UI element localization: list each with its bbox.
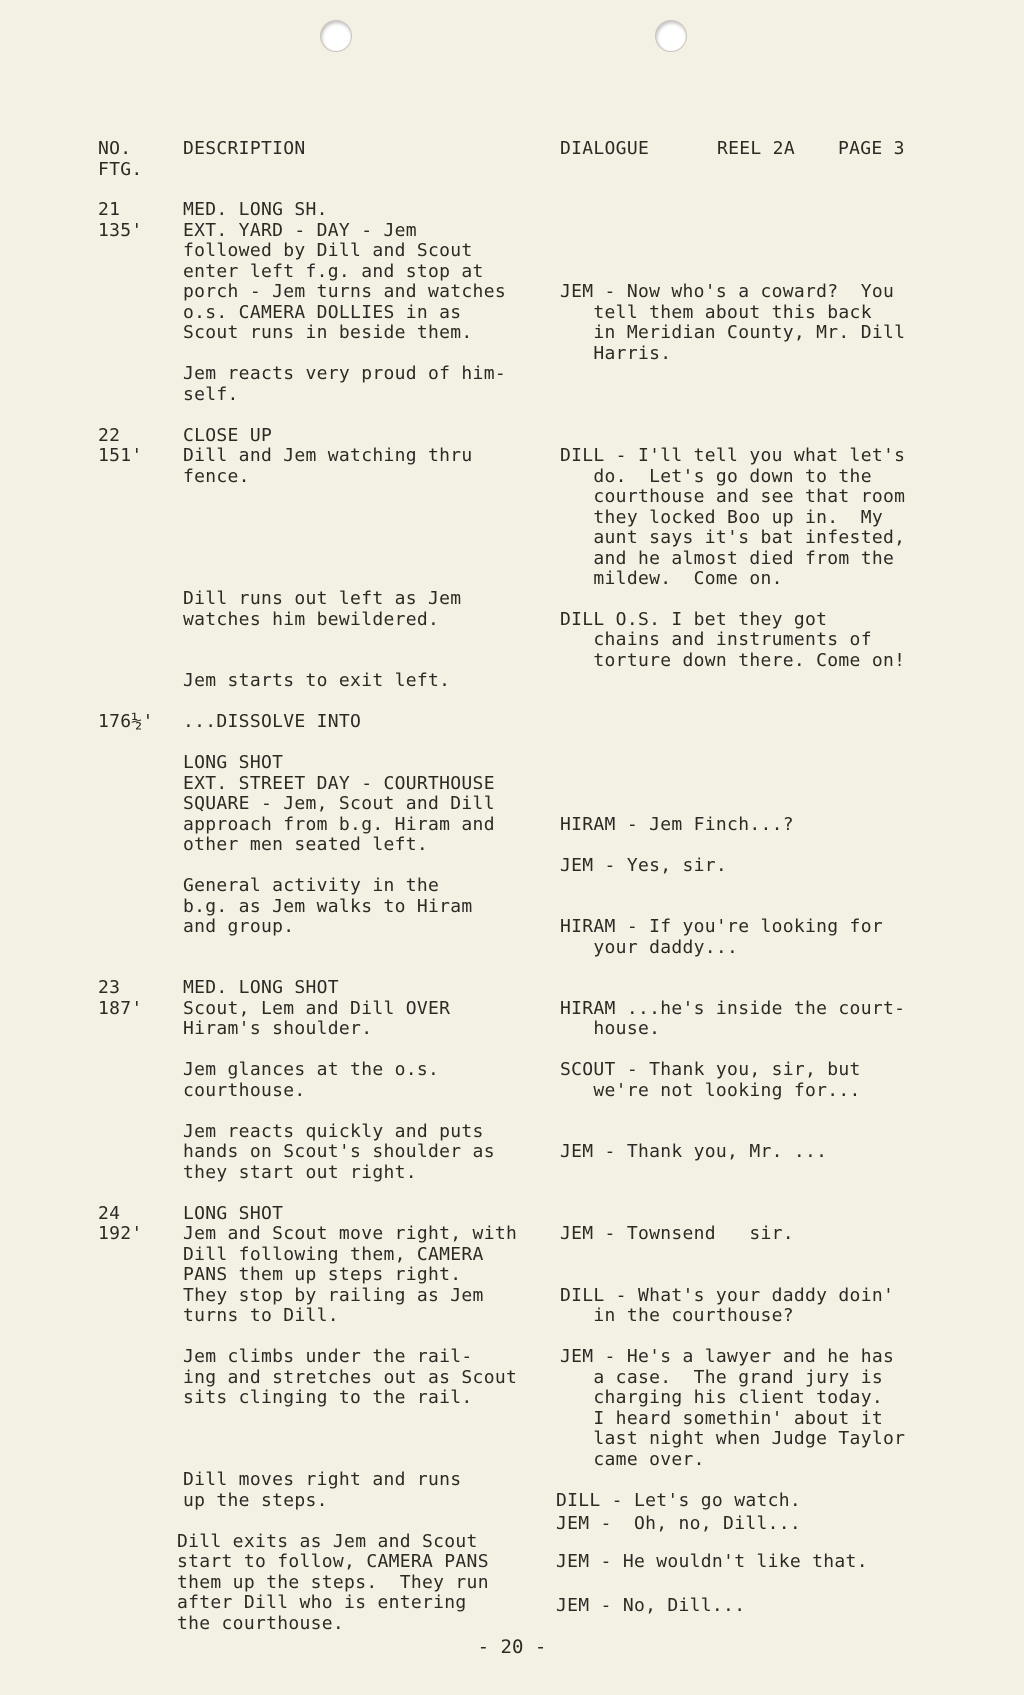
description-line: approach from b.g. Hiram and (183, 814, 495, 835)
dialogue-line: DILL - Let's go watch. (556, 1490, 802, 1511)
description-line: watches him bewildered. (183, 609, 440, 630)
description-line: enter left f.g. and stop at (183, 261, 484, 282)
description-line: porch - Jem turns and watches (183, 281, 506, 302)
description-line: Scout runs in beside them. (183, 322, 473, 343)
description-line: They stop by railing as Jem (183, 1285, 484, 1306)
dialogue-line: tell them about this back (560, 302, 872, 323)
description-line: self. (183, 384, 239, 405)
scene-number: 21 (98, 199, 121, 220)
dialogue-line: do. Let's go down to the (560, 466, 872, 487)
scene-number: 23 (98, 977, 121, 998)
description-line: Hiram's shoulder. (183, 1018, 373, 1039)
dialogue-line: JEM - Townsend sir. (560, 1223, 794, 1244)
dialogue-line: JEM - He wouldn't like that. (556, 1551, 868, 1572)
description-line: Jem reacts quickly and puts (183, 1121, 484, 1142)
description-line: EXT. STREET DAY - COURTHOUSE (183, 773, 495, 794)
description-line: PANS them up steps right. (183, 1264, 462, 1285)
scene-footage: 151' (98, 445, 143, 466)
description-line: Jem reacts very proud of him- (183, 363, 506, 384)
header-page: PAGE 3 (838, 138, 905, 159)
description-line: fence. (183, 466, 250, 487)
description-line: hands on Scout's shoulder as (183, 1141, 495, 1162)
description-line: LONG SHOT (183, 1203, 284, 1224)
description-line: up the steps. (183, 1490, 328, 1511)
dialogue-line: HIRAM - Jem Finch...? (560, 814, 794, 835)
description-line: Dill exits as Jem and Scout (177, 1531, 478, 1552)
description-line: ...DISSOLVE INTO (183, 711, 362, 732)
description-line: General activity in the (183, 875, 440, 896)
description-line: Jem and Scout move right, with (183, 1223, 518, 1244)
description-line: Dill moves right and runs (183, 1469, 462, 1490)
dialogue-line: DILL O.S. I bet they got (560, 609, 828, 630)
header-ftg: FTG. (98, 159, 143, 180)
description-line: CLOSE UP (183, 425, 273, 446)
description-line: o.s. CAMERA DOLLIES in as (183, 302, 462, 323)
description-line: turns to Dill. (183, 1305, 339, 1326)
punch-hole-right (655, 20, 687, 52)
description-line: MED. LONG SHOT (183, 977, 339, 998)
description-line: Dill following them, CAMERA (183, 1244, 484, 1265)
description-line: other men seated left. (183, 834, 429, 855)
header-dialogue: DIALOGUE (560, 138, 650, 159)
header-reel: REEL 2A (717, 138, 795, 159)
dialogue-line: JEM - Now who's a coward? You (560, 281, 895, 302)
page-number: - 20 - (477, 1636, 547, 1658)
dialogue-line: SCOUT - Thank you, sir, but (560, 1059, 861, 1080)
dialogue-line: they locked Boo up in. My (560, 507, 883, 528)
scene-number: 24 (98, 1203, 121, 1224)
dialogue-line: DILL - I'll tell you what let's (560, 445, 906, 466)
description-line: Dill and Jem watching thru (183, 445, 473, 466)
dialogue-line: your daddy... (560, 937, 739, 958)
description-line: MED. LONG SH. (183, 199, 328, 220)
dialogue-line: HIRAM ...he's inside the court- (560, 998, 906, 1019)
dialogue-line: DILL - What's your daddy doin' (560, 1285, 895, 1306)
description-line: after Dill who is entering (177, 1592, 467, 1613)
description-line: SQUARE - Jem, Scout and Dill (183, 793, 495, 814)
dialogue-line: charging his client today. (560, 1387, 883, 1408)
description-line: Jem glances at the o.s. (183, 1059, 440, 1080)
dialogue-line: torture down there. Come on! (560, 650, 906, 671)
description-line: they start out right. (183, 1162, 417, 1183)
dialogue-line: JEM - He's a lawyer and he has (560, 1346, 895, 1367)
scene-number: 22 (98, 425, 121, 446)
punch-hole-left (320, 20, 352, 52)
scene-footage: 176½' (98, 711, 154, 732)
header-no: NO. (98, 138, 132, 159)
description-line: start to follow, CAMERA PANS (177, 1551, 489, 1572)
dialogue-line: I heard somethin' about it (560, 1408, 883, 1429)
dialogue-line: JEM - Oh, no, Dill... (556, 1513, 802, 1534)
description-line: Jem climbs under the rail- (183, 1346, 473, 1367)
description-line: LONG SHOT (183, 752, 284, 773)
dialogue-line: JEM - Yes, sir. (560, 855, 728, 876)
description-line: the courthouse. (177, 1613, 345, 1634)
description-line: and group. (183, 916, 295, 937)
description-line: b.g. as Jem walks to Hiram (183, 896, 473, 917)
dialogue-line: courthouse and see that room (560, 486, 906, 507)
description-line: sits clinging to the rail. (183, 1387, 473, 1408)
dialogue-line: Harris. (560, 343, 672, 364)
dialogue-line: and he almost died from the (560, 548, 895, 569)
scene-footage: 187' (98, 998, 143, 1019)
description-line: Dill runs out left as Jem (183, 588, 462, 609)
description-line: ing and stretches out as Scout (183, 1367, 518, 1388)
dialogue-line: last night when Judge Taylor (560, 1428, 906, 1449)
dialogue-line: came over. (560, 1449, 705, 1470)
description-line: courthouse. (183, 1080, 306, 1101)
dialogue-line: JEM - No, Dill... (556, 1595, 746, 1616)
dialogue-line: in the courthouse? (560, 1305, 794, 1326)
description-line: followed by Dill and Scout (183, 240, 473, 261)
scene-footage: 192' (98, 1223, 143, 1244)
description-line: EXT. YARD - DAY - Jem (183, 220, 417, 241)
dialogue-line: in Meridian County, Mr. Dill (560, 322, 906, 343)
dialogue-line: we're not looking for... (560, 1080, 861, 1101)
dialogue-line: house. (560, 1018, 661, 1039)
dialogue-line: mildew. Come on. (560, 568, 783, 589)
dialogue-line: aunt says it's bat infested, (560, 527, 906, 548)
description-line: them up the steps. They run (177, 1572, 489, 1593)
description-line: Scout, Lem and Dill OVER (183, 998, 451, 1019)
dialogue-line: a case. The grand jury is (560, 1367, 883, 1388)
scene-footage: 135' (98, 220, 143, 241)
dialogue-line: JEM - Thank you, Mr. ... (560, 1141, 828, 1162)
dialogue-line: chains and instruments of (560, 629, 872, 650)
dialogue-line: HIRAM - If you're looking for (560, 916, 883, 937)
header-description: DESCRIPTION (183, 138, 306, 159)
description-line: Jem starts to exit left. (183, 670, 451, 691)
